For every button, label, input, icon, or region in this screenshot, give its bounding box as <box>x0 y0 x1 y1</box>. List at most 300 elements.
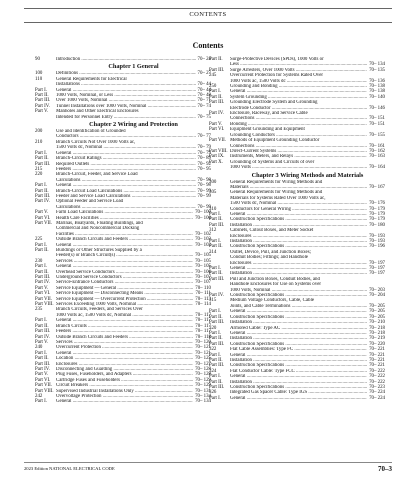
toc-entry-number: Part III. <box>209 341 225 347</box>
toc-entry-page: 70– 100 <box>195 215 211 221</box>
toc-entry-number: Part IV. <box>209 111 224 117</box>
toc-entry-number <box>35 115 56 120</box>
toc-entry-number: Part II. <box>35 323 49 329</box>
toc-entry-title: Conductors ..... <box>56 134 196 139</box>
toc-right-column <box>209 57 385 401</box>
toc-entry-number: Part I. <box>209 330 221 336</box>
toc-entry-number: Part IV. <box>35 103 50 109</box>
toc-entry-title: Less ..... <box>230 62 367 67</box>
toc-entry-page: 70– 92 <box>197 161 211 167</box>
toc-entry-title: Construction Specifications ..... <box>230 315 367 320</box>
toc-entry-number: Part X. <box>209 159 223 165</box>
toc-entry-number: 250 <box>209 84 217 90</box>
toc-entry-title: Connections ..... <box>230 144 367 149</box>
toc-entry-number: Part III. <box>209 363 225 369</box>
toc-entry-number: Part I. <box>209 309 221 315</box>
toc-entry-page: 70– 75 <box>197 114 211 120</box>
toc-entry-page: 70– 117 <box>195 329 211 335</box>
toc-entry-title: Grounding of Systems and Circuits of over <box>230 159 315 165</box>
toc-entry-title: Grounding and Bonding ..... <box>230 84 367 89</box>
toc-entry-number: Part I. <box>35 399 47 405</box>
toc-entry-title: General ..... <box>56 399 193 404</box>
toc-entry-title: Over 1000 Volts, Nominal ..... <box>56 98 196 103</box>
toc-entry-title: General ..... <box>230 212 367 217</box>
toc-entry-title: Enclosures ..... <box>56 362 193 367</box>
toc-entry-title: Branch Circuits Not Over 1000 Volts ac, <box>56 139 136 145</box>
toc-entry-title: Flat Cable Assemblies: Type FC ..... <box>230 347 367 352</box>
toc-entry-number: 245 <box>209 73 217 79</box>
footer-edition: 2023 Edition NATIONAL ELECTRICAL CODE <box>24 466 115 471</box>
toc-entry-number: 305 <box>209 190 217 196</box>
toc-entry-title: 1000 Volts, Nominal, or Less ..... <box>56 93 196 98</box>
toc-entry-number: 110 <box>35 76 43 82</box>
toc-left-column <box>35 57 211 405</box>
toc-entry-number: 100 <box>35 71 43 77</box>
header-rule-bottom <box>24 22 392 23</box>
toc-entry-page: 70– 117 <box>195 312 211 318</box>
toc-entry-number: 314 <box>209 249 217 255</box>
toc-entry-number: Part V. <box>209 121 223 127</box>
toc-entry-page: 70– 118 <box>195 334 211 340</box>
toc-entry-title: Outside Branch Circuits and Feeders ..... <box>56 237 193 242</box>
toc-entry-number: Part I. <box>209 395 221 401</box>
toc-entry-title: General ..... <box>56 351 193 356</box>
toc-entry-title: General ..... <box>230 374 367 379</box>
toc-entry-number: Part II. <box>209 244 223 250</box>
toc-entry-title: General ..... <box>56 88 196 93</box>
toc-entry-number: Part VII. <box>209 138 227 144</box>
toc-entry-number: Part II. <box>35 248 49 253</box>
toc-entry-page: 70– 161 <box>369 143 385 149</box>
running-header: CONTENTS <box>189 11 227 18</box>
toc-entry-page: 70– 180 <box>369 222 385 228</box>
toc-entry-page: 70– 79 <box>197 145 211 151</box>
toc-entry-page: 70– 121 <box>195 345 211 351</box>
toc-entry-title: Conduit Bodies; Fittings; and Handhole <box>230 255 308 261</box>
toc-entry-number: Part III. <box>35 193 51 199</box>
toc-entry-number: Part I. <box>209 352 221 358</box>
toc-entry-page: 70– 151 <box>369 121 385 127</box>
toc-entry-title: Installation ..... <box>230 336 367 341</box>
toc-entry-number: Part IV. <box>35 334 50 340</box>
toc-entry-title: Construction Specifications ..... <box>230 342 367 347</box>
toc-entry-page: 70– 179 <box>369 217 385 223</box>
toc-entry-title: Feeder(s) or Branch Circuit(s) ..... <box>56 253 193 258</box>
toc-entry-title: Location ..... <box>56 356 193 361</box>
toc-entry-page: 70– 218 <box>369 330 385 336</box>
toc-entry-number: Part III. <box>35 329 51 335</box>
toc-entry-page: 70– 134 <box>369 62 385 68</box>
toc-entry-page: 70– 98 <box>197 183 211 189</box>
toc-entry-title: Installation ..... <box>230 271 367 276</box>
toc-entry-page: 70– 138 <box>369 89 385 95</box>
toc-entry-title: Equipment Grounding and Equipment <box>230 127 305 133</box>
toc-entry-title: Grounding Electrode System and Grounding <box>230 100 318 106</box>
toc-entry-title: Marinas, Boatyards, Floating Buildings, and <box>56 220 143 226</box>
toc-entry-title: Optional Feeder and Service Load <box>56 199 124 205</box>
toc-entry-page: 70– 44 <box>197 82 211 88</box>
toc-entry-page: 70– 218 <box>369 325 385 331</box>
toc-entry-title: Integrated Gas Spacer Cable: Type IGS ..... <box>230 390 367 395</box>
toc-entry-title: Underground Service Conductors ..... <box>56 275 193 280</box>
toc-entry-number: Part III. <box>209 67 225 73</box>
toc-entry-number: Part II. <box>209 271 223 277</box>
toc-entry-number: Part III. <box>35 98 51 104</box>
toc-entry-number: 322 <box>209 347 217 353</box>
toc-entry-page: 70– 48 <box>197 93 211 99</box>
toc-entry-title: General Requirements for Wiring Methods and <box>230 190 323 196</box>
toc-entry-title: Conductors for General Wiring ..... <box>230 207 367 212</box>
toc-entry-number: Part II. <box>209 57 223 62</box>
toc-entry-page: 70– 121 <box>195 350 211 356</box>
toc-entry-page: 70– 197 <box>369 260 385 266</box>
toc-entry-title: Facilities ..... <box>56 232 193 237</box>
toc-entry-page: 70– 163 <box>369 154 385 160</box>
toc-entry-page: 70– 204 <box>369 293 385 299</box>
toc-entry-page: 70– 222 <box>369 374 385 380</box>
toc-entry-page: 70– 131 <box>195 388 211 394</box>
toc-entry-number: 225 <box>35 237 43 243</box>
toc-entry-number: Part II. <box>35 356 49 362</box>
toc-entry-page: 70– 219 <box>369 336 385 342</box>
toc-entry-title: Connections ..... <box>230 116 367 121</box>
toc-entry-page: 70– 127 <box>195 361 211 367</box>
toc-entry-title: Supervised Industrial Installations Only ..... <box>56 389 193 394</box>
toc-entry-title: Materials for Systems Rated Over 1000 Volts ac, <box>230 195 326 201</box>
toc-entry-title: Methods of Equipment Grounding Conductor <box>230 138 320 144</box>
toc-entry-number: 315 <box>209 298 217 304</box>
toc-entry-page: 70– 220 <box>369 341 385 347</box>
toc-entry-number: 326 <box>209 390 217 396</box>
toc-entry-number: Part I. <box>35 318 47 324</box>
toc-entry-number: Part III. <box>35 361 51 367</box>
toc-entry-title: Services ..... <box>56 259 193 264</box>
toc-entry-page: 70– 146 <box>369 105 385 111</box>
toc-entry-title: 1500 Volts dc, Nominal ..... <box>230 201 367 206</box>
toc-entry-title: 1000 Volts ..... <box>230 165 367 170</box>
toc-entry-page: 70– 222 <box>369 368 385 374</box>
toc-entry-title: Feeders ..... <box>56 167 196 172</box>
header-rule-top <box>24 8 392 9</box>
toc-entry-number: Part VI. <box>35 291 51 297</box>
toc-entry-title: Health Care Facilities ..... <box>56 216 193 221</box>
toc-entry-title: Services Exceeding 1000 Volts, Nominal ..... <box>56 302 193 307</box>
toc-entry-title: Medium Voltage Conductors, Cable, Cable <box>230 298 315 304</box>
toc-entry-page: 70– 205 <box>369 303 385 309</box>
toc-entry-title: General Requirements for Electrical <box>56 76 127 82</box>
toc-entry-title: Outlet, Device, Pull, and Junction Boxes; <box>230 249 311 255</box>
toc-entry-title: Materials ..... <box>230 185 367 190</box>
toc-entry-page: 70– 79 <box>197 150 211 156</box>
toc-entry-title: General ..... <box>56 183 196 188</box>
toc-entry-number: Part III. <box>209 320 225 326</box>
toc-entry-title: General ..... <box>230 331 367 336</box>
toc-entry-title: Use and Identification of Grounded <box>56 129 126 135</box>
toc-entry-page: 70– 135 <box>369 67 385 73</box>
toc-entry-title: Feeder and Service Load Calculations ..... <box>56 194 196 199</box>
toc-entry-page: 70– 197 <box>369 271 385 277</box>
toc-entry-page: 70– 107 <box>195 280 211 286</box>
toc-entry-page: 70– 210 <box>369 320 385 326</box>
toc-entry-page: 70– 224 <box>369 395 385 401</box>
toc-entry-page: 70– 176 <box>369 201 385 207</box>
toc-entry-number: Part V. <box>35 285 49 291</box>
toc-entry-page: 70– 105 <box>195 264 211 270</box>
toc-entry-number: Part I. <box>209 239 221 244</box>
toc-entry-number: 320 <box>209 325 217 331</box>
toc-entry-number: Part VIII. <box>209 148 228 154</box>
chapter-heading: Chapter 2 Wiring and Protection <box>89 121 178 129</box>
toc-entry-title: 1000 Volts ac, 1500 Volts dc ..... <box>230 79 367 84</box>
toc-entry-title: General ..... <box>230 396 367 401</box>
toc-entry-page: 70– 140 <box>369 94 385 100</box>
toc-entry-title: Construction Specifications ..... <box>230 244 367 249</box>
toc-entry-title: Grounding Conductors ..... <box>230 133 367 138</box>
toc-entry-page: 70– 138 <box>369 84 385 90</box>
toc-entry-page: 70– 179 <box>369 206 385 212</box>
toc-entry-number: Part III. <box>209 222 225 228</box>
toc-entry-page: 70– 125 <box>195 356 211 362</box>
toc-entry-page: 70– 113 <box>195 296 211 302</box>
toc-entry[interactable] <box>35 399 211 404</box>
toc-entry-number: Part I. <box>209 211 221 217</box>
toc-entry-page: 70– 179 <box>369 211 385 217</box>
toc-entry-page: 70– 106 <box>195 269 211 275</box>
toc-entry-number: Part VIII. <box>35 302 54 308</box>
toc-entry-number: Part IV. <box>209 293 224 299</box>
toc-entry-title: Plug Fuses, Fuseholders, and Adapters ..... <box>56 372 193 377</box>
toc-entry-page: 70– 89 <box>197 156 211 162</box>
toc-entry-page: 70– 99 <box>197 193 211 199</box>
toc-entry-title: System Grounding ..... <box>230 95 367 100</box>
toc-entry-number: 310 <box>209 206 217 212</box>
toc-entry-title: Installation ..... <box>230 358 367 363</box>
toc-entry-page: 70– 103 <box>195 237 211 243</box>
toc-entry-title: Branch-Circuit, Feeder, and Service Load <box>56 172 138 178</box>
toc-entry-title: Installation ..... <box>230 239 367 244</box>
toc-entry-title: Services ..... <box>56 340 193 345</box>
toc-entry-page: 70– 102 <box>195 231 211 237</box>
toc-entry-number: Part IV. <box>35 280 50 286</box>
toc-entry-number: Part III. <box>35 161 51 167</box>
toc-entry-number: Part II. <box>209 217 223 223</box>
toc-entry-title: Enclosures ..... <box>230 234 367 239</box>
toc-entry-number: Part II. <box>209 379 223 385</box>
toc-entry-title: Tunnel Installations over 1000 Volts, Nominal ..... <box>56 104 196 109</box>
toc-entry-page: 70– 44 <box>197 87 211 93</box>
toc-entry-title: Enclosures ..... <box>230 261 367 266</box>
toc-entry-page: 70– 107 <box>195 275 211 281</box>
toc-entry-title: Armored Cable: Type AC ..... <box>230 326 367 331</box>
toc-entry-page: 70– 193 <box>369 233 385 239</box>
toc-entry-number: Part II. <box>209 314 223 320</box>
toc-entry-title: General ..... <box>56 243 193 248</box>
toc-entry-title: Instruments, Meters, and Relays ..... <box>230 154 367 159</box>
toc-entry-page: 70– 151 <box>369 116 385 122</box>
toc-entry-page: 70– 27 <box>197 71 211 77</box>
toc-entry-title: Construction Specifications ..... <box>230 217 367 222</box>
toc-entry-page: 70– 224 <box>369 390 385 396</box>
toc-entry-page: 70– 74 <box>197 103 211 109</box>
toc-entry-number: Part IX. <box>209 154 225 160</box>
toc-entry-title: Cartridge Fuses and Fuseholders ..... <box>56 378 193 383</box>
toc-entry[interactable] <box>209 165 385 170</box>
toc-entry-page: 70– 110 <box>195 285 211 291</box>
page-number: 70–3 <box>378 465 392 473</box>
toc-entry-title: General Requirements for Wiring Methods and <box>230 179 323 185</box>
toc-entry-title: Feeders ..... <box>56 329 193 334</box>
toc-entry-page: 70– 98 <box>197 177 211 183</box>
toc-entry-title: Handhole Enclosures for Use on Systems over <box>230 282 322 288</box>
toc-entry-page: 70– 197 <box>369 266 385 272</box>
toc-entry-number: 90 <box>35 57 40 62</box>
toc-entry-title: Manholes and Other Electrical Enclosures <box>56 109 139 115</box>
toc-entry-title: 1500 Volts dc, Nominal ..... <box>56 145 196 150</box>
toc-entry-title: Overcurrent Protection for Systems Rated Over <box>230 73 324 79</box>
toc-entry-title: Required Outlets ..... <box>56 162 196 167</box>
toc-entry-title: Joints, and Cable Terminations ..... <box>230 304 367 309</box>
toc-entry-page: 70– 114 <box>195 302 211 308</box>
toc-entry-number: Part II. <box>35 188 49 194</box>
toc-entry-page: 70– 167 <box>369 184 385 190</box>
toc-entry-number: 220 <box>35 172 43 178</box>
toc-entry-title: General ..... <box>230 353 367 358</box>
toc-entry-number: Part II. <box>35 269 49 275</box>
toc-entry-number: Part I. <box>35 264 47 270</box>
toc-entry-number: Part III. <box>35 275 51 281</box>
toc-entry-number: Part III. <box>209 100 225 106</box>
toc-entry-title: Direct-Current Systems ..... <box>230 149 367 154</box>
toc-entry-number: 324 <box>209 368 217 374</box>
toc-entry-page: 70– 221 <box>369 352 385 358</box>
toc-entry-page: 70– 223 <box>369 384 385 390</box>
toc-entry-number: Part I. <box>35 150 47 156</box>
toc-entry-page: 70– 111 <box>195 291 211 297</box>
toc-entry-title: Overvoltage Protection ..... <box>56 394 193 399</box>
toc-entry[interactable] <box>209 396 385 401</box>
toc-entry-title: Construction Specifications ..... <box>230 363 367 368</box>
toc-entry-title: Overhead Service Conductors ..... <box>56 270 193 275</box>
toc-entry-number: Part II. <box>209 336 223 342</box>
toc-entry-title: General ..... <box>56 264 193 269</box>
toc-entry-title: Branch-Circuit Ratings ..... <box>56 156 196 161</box>
toc-entry-number: Part II. <box>35 156 49 162</box>
toc-entry-title: Introduction ..... <box>56 57 196 62</box>
toc-entry-number: Part VII. <box>35 383 53 389</box>
toc-entry-number: Part I. <box>35 183 47 189</box>
toc-entry-title: Installation ..... <box>230 320 367 325</box>
toc-entry-title: Service Equipment — Disconnecting Means ..... <box>56 291 193 296</box>
toc-entry-number: Part I. <box>35 350 47 356</box>
toc-entry-title: Electrode Conductor ..... <box>230 106 367 111</box>
toc-entry-title: Flat Conductor Cable: Type FCC ..... <box>230 369 367 374</box>
toc-entry-title: Branch Circuits, Feeders, and Services Over <box>56 307 143 313</box>
toc-entry-number: Part VI. <box>35 215 51 221</box>
toc-entry-title: Overcurrent Protection ..... <box>56 345 193 350</box>
toc-entry-title: Intended for Personnel Entry ..... <box>56 115 196 120</box>
toc-entry-number: 300 <box>209 179 217 185</box>
toc-entry-number: Part III. <box>209 384 225 390</box>
toc-entry-number: Part VI. <box>209 127 225 133</box>
page-title: Contents <box>192 41 224 50</box>
toc-entry-title: Circuit Breakers ..... <box>56 383 193 388</box>
toc-entry-number: Part VII. <box>35 220 53 226</box>
toc-entry-page: 70– 95 <box>197 166 211 172</box>
toc-entry-page: 70– 77 <box>197 134 211 140</box>
toc-entry-number: Part I. <box>209 266 221 272</box>
toc-entry-page: 70– 205 <box>369 314 385 320</box>
toc-entry-number: Part III. <box>209 276 225 282</box>
toc-entry-number: Part VI. <box>35 377 51 383</box>
toc-entry-number: Part VIII. <box>35 388 54 394</box>
toc-entry-title: Outside Branch Circuits and Feeders ..... <box>56 335 193 340</box>
toc-entry-number: Part I. <box>209 89 221 95</box>
toc-entry-number: Part II. <box>35 93 49 99</box>
toc-entry-number: Part V. <box>35 339 49 345</box>
toc-entry-title: 1000 Volts ac, 1500 Volts dc, Nominal ..... <box>56 313 193 318</box>
toc-entry-title: Calculations ..... <box>56 178 196 183</box>
toc-entry-number: Part IV. <box>35 366 50 372</box>
toc-entry-number <box>209 165 230 170</box>
toc-entry-number: 230 <box>35 258 43 264</box>
toc-entry-page: 70– 196 <box>369 244 385 250</box>
toc-entry-title: Bonding ..... <box>230 122 367 127</box>
footer-rule <box>24 462 392 463</box>
toc-entry-title: Service Equipment — Overcurrent Protection ..... <box>56 297 193 302</box>
toc-entry-number: Part II. <box>209 357 223 363</box>
toc-entry-number: 312 <box>209 228 217 234</box>
toc-entry-title: Enclosure, Raceway, and Service Cable <box>230 111 308 117</box>
toc-entry-page: 70– 162 <box>369 148 385 154</box>
toc-entry-number: Part I. <box>209 374 221 380</box>
toc-entry-page: 70– 24 <box>197 57 211 62</box>
toc-entry-title: Farm Load Calculations ..... <box>56 210 193 215</box>
toc-entry-title: Service Equipment — General ..... <box>56 286 193 291</box>
toc-entry-page: 70– 129 <box>195 377 211 383</box>
toc-entry-title: Buildings or Other Structures Supplied by a <box>56 248 142 253</box>
toc-entry-title: Construction Specifications ..... <box>230 385 367 390</box>
toc-entry-number: Part VII. <box>35 296 53 302</box>
toc-entry-title: Service-Entrance Conductors ..... <box>56 280 193 285</box>
toc-entry-page: 70– 129 <box>195 383 211 389</box>
chapter-heading: Chapter 3 Wiring Methods and Materials <box>251 171 364 179</box>
toc-entry-page: 70– 164 <box>369 165 385 171</box>
toc-entry-page: 70– 99 <box>197 188 211 194</box>
toc-entry-page: 70– 221 <box>369 363 385 369</box>
toc-entry-page: 70– 205 <box>369 309 385 315</box>
toc-entry-page: 70– 221 <box>369 347 385 353</box>
toc-entry-page: 70– 117 <box>195 323 211 329</box>
toc-entry-number: 200 <box>35 129 43 135</box>
toc-entry-number: 215 <box>35 166 43 172</box>
toc-entry-title: Branch Circuits ..... <box>56 324 193 329</box>
toc-entry-number: 210 <box>35 139 43 145</box>
toc-entry-title: General ..... <box>230 309 367 314</box>
toc-entry-page: 70– 193 <box>369 239 385 244</box>
toc-entry-number: Part V. <box>35 210 49 216</box>
toc-entry-title: Surge Arresters, Over 1000 Volts ..... <box>230 68 367 73</box>
toc-entry-page: 70– 221 <box>369 357 385 363</box>
toc-entry-page: 70– 128 <box>195 366 211 372</box>
chapter-heading: Chapter 1 General <box>108 63 159 71</box>
toc-entry-page: 70– 155 <box>369 132 385 138</box>
toc-entry-number: 240 <box>35 345 43 351</box>
toc-entry-title: General ..... <box>56 151 196 156</box>
toc-entry-title: Calculations ..... <box>56 205 196 210</box>
toc-entry-page: 70– 128 <box>195 372 211 378</box>
toc-entry-title: Construction Specifications ..... <box>230 293 367 298</box>
toc-entry-page: 70– 105 <box>195 258 211 264</box>
